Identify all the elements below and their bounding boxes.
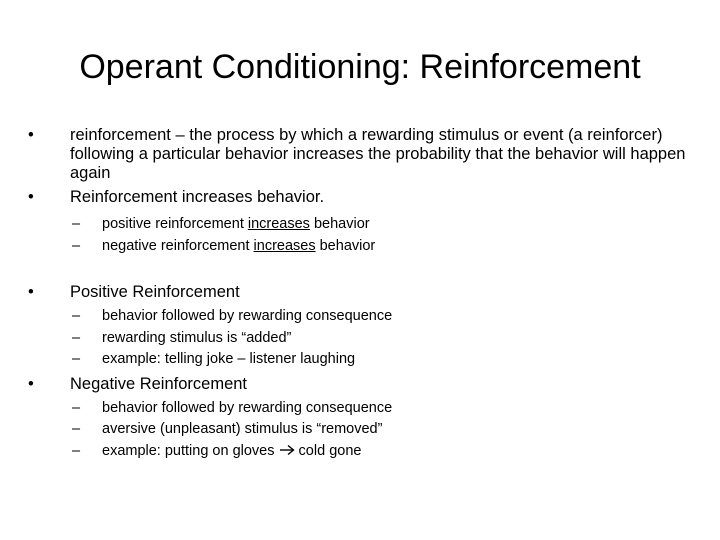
- sub-positive-term: positive reinforcement: [102, 216, 244, 232]
- negative-point-text: behavior followed by rewarding consequence: [102, 399, 393, 416]
- sub-positive-underlined: increases: [247, 216, 310, 232]
- negative-example-before: example: putting on gloves: [102, 442, 279, 459]
- positive-point: [26, 306, 696, 328]
- dash-marker: –: [72, 351, 81, 367]
- dash-marker: –: [72, 216, 81, 232]
- dash-marker: –: [72, 308, 81, 324]
- summary-text: Reinforcement increases behavior.: [70, 188, 325, 206]
- definition-term: reinforcement: [70, 126, 171, 144]
- negative-point-example: [26, 441, 696, 463]
- bullet-summary: [26, 188, 696, 207]
- dash-marker: –: [72, 442, 81, 459]
- dash-marker: –: [72, 421, 81, 437]
- dash-marker: –: [72, 329, 81, 346]
- positive-point-text: behavior followed by rewarding consequence: [102, 308, 393, 324]
- bullet-marker: •: [28, 188, 34, 206]
- positive-point: [26, 349, 696, 371]
- sub-negative-tail: behavior: [315, 237, 376, 254]
- positive-point-text: rewarding stimulus is “added”: [102, 329, 292, 346]
- negative-point: [26, 398, 696, 420]
- negative-heading: Negative Reinforcement: [70, 374, 248, 393]
- positive-point: [26, 328, 696, 350]
- bullet-positive-heading: [26, 283, 696, 302]
- slide-title: Operant Conditioning: Reinforcement: [79, 48, 641, 86]
- negative-point-text: aversive (unpleasant) stimulus is “removed”: [102, 421, 383, 437]
- sub-positive-tail: behavior: [309, 216, 370, 232]
- sub-bullet-negative: [26, 236, 696, 258]
- definition-text: – the process by which a rewarding stimulus or event (a reinforcer) following a particular behavior increases the probability that the behavior will happen again: [70, 126, 686, 182]
- bullet-marker: •: [28, 374, 34, 393]
- dash-marker: –: [72, 237, 81, 254]
- bullet-negative-heading: [26, 375, 696, 394]
- dash-marker: –: [72, 399, 81, 416]
- bullet-definition: [26, 126, 696, 183]
- bullet-marker: •: [28, 283, 34, 301]
- sub-negative-term: negative reinforcement: [102, 237, 250, 254]
- sub-negative-underlined: increases: [253, 237, 316, 254]
- positive-point-text: example: telling joke – listener laughing: [102, 351, 356, 367]
- bullet-marker: •: [28, 126, 34, 144]
- positive-heading: Positive Reinforcement: [70, 283, 240, 301]
- right-arrow-icon: [279, 444, 295, 456]
- negative-example-after: cold gone: [294, 442, 362, 459]
- slide-content: [26, 126, 696, 462]
- negative-point: [26, 419, 696, 441]
- sub-bullet-positive: [26, 214, 696, 236]
